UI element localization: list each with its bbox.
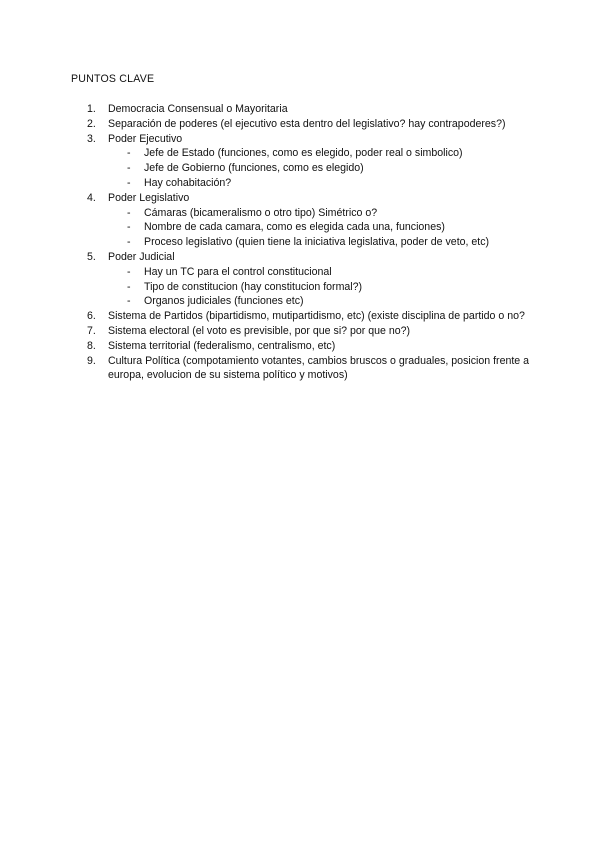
dash-marker: - (127, 162, 131, 175)
list-item-text: Poder Legislativo (108, 191, 190, 204)
list-item (0, 354, 600, 384)
sub-list-item (108, 220, 530, 235)
list-item (0, 309, 600, 324)
sub-list (108, 146, 530, 190)
list-item-number: 6. (87, 310, 96, 323)
list-item-text: Separación de poderes (el ejecutivo esta dentro del legislativo? hay contrapoderes?) (108, 117, 506, 130)
dash-marker: - (127, 147, 131, 160)
sub-list-item (108, 161, 530, 176)
list-item-text: Poder Ejecutivo (108, 132, 183, 145)
dash-marker: - (127, 206, 131, 219)
dash-marker: - (127, 221, 131, 234)
sub-list-item (108, 206, 530, 221)
dash-marker: - (127, 295, 131, 308)
sub-list (108, 206, 530, 250)
list-item-text: Sistema de Partidos (bipartidismo, mutipartidismo, etc) (existe disciplina de partido o no? (108, 310, 525, 323)
sub-list-item (108, 280, 530, 295)
list-item (0, 132, 600, 191)
list-item-number: 1. (87, 103, 96, 115)
list-item-text: Cultura Política (compotamiento votantes, cambios bruscos o graduales, posicion frente a europa, evolucion de su sistema político y motivos) (108, 354, 530, 382)
list-item-number: 2. (87, 117, 96, 130)
sub-list-item-text: Proceso legislativo (quien tiene la iniciativa legislativa, poder de veto, etc) (144, 236, 490, 249)
list-item (0, 339, 600, 354)
list-item-number: 8. (87, 339, 96, 352)
sub-list-item (108, 146, 530, 161)
list-item-number: 3. (87, 132, 96, 145)
dash-marker: - (127, 236, 131, 249)
document-title: PUNTOS CLAVE (71, 73, 155, 85)
list-item-text: Sistema electoral (el voto es previsible, por que si? por que no?) (108, 324, 411, 337)
sub-list-item-text: Hay cohabitación? (144, 176, 232, 189)
list-item-number: 5. (87, 250, 96, 263)
list-item (0, 250, 600, 309)
list-item (0, 191, 600, 250)
sub-list-item (108, 176, 530, 191)
list-item-text: Sistema territorial (federalismo, centralismo, etc) (108, 339, 336, 352)
sub-list-item-text: Hay un TC para el control constitucional (144, 265, 332, 278)
list-item-text: Democracia Consensual o Mayoritaria (108, 103, 288, 115)
sub-list-item-text: Tipo de constitucion (hay constitucion formal?) (144, 280, 363, 293)
list-item-number: 4. (87, 191, 96, 204)
sub-list-item (108, 265, 530, 280)
key-points-list (0, 102, 600, 383)
dash-marker: - (127, 265, 131, 278)
sub-list-item-text: Nombre de cada camara, como es elegida cada una, funciones) (144, 221, 445, 234)
list-item-number: 7. (87, 324, 96, 337)
list-item (0, 324, 600, 339)
list-item-number: 9. (87, 354, 96, 367)
dash-marker: - (127, 176, 131, 189)
list-item (0, 117, 600, 132)
sub-list-item-text: Cámaras (bicameralismo o otro tipo) Simétrico o? (144, 206, 378, 219)
sub-list-item (108, 294, 530, 309)
sub-list-item (108, 235, 530, 250)
sub-list-item-text: Jefe de Gobierno (funciones, como es elegido) (144, 162, 364, 175)
sub-list (108, 265, 530, 309)
sub-list-item-text: Jefe de Estado (funciones, como es elegido, poder real o simbolico) (144, 147, 463, 160)
list-item (0, 102, 600, 117)
dash-marker: - (127, 280, 131, 293)
list-item-text: Poder Judicial (108, 250, 175, 263)
sub-list-item-text: Organos judiciales (funciones etc) (144, 295, 304, 308)
